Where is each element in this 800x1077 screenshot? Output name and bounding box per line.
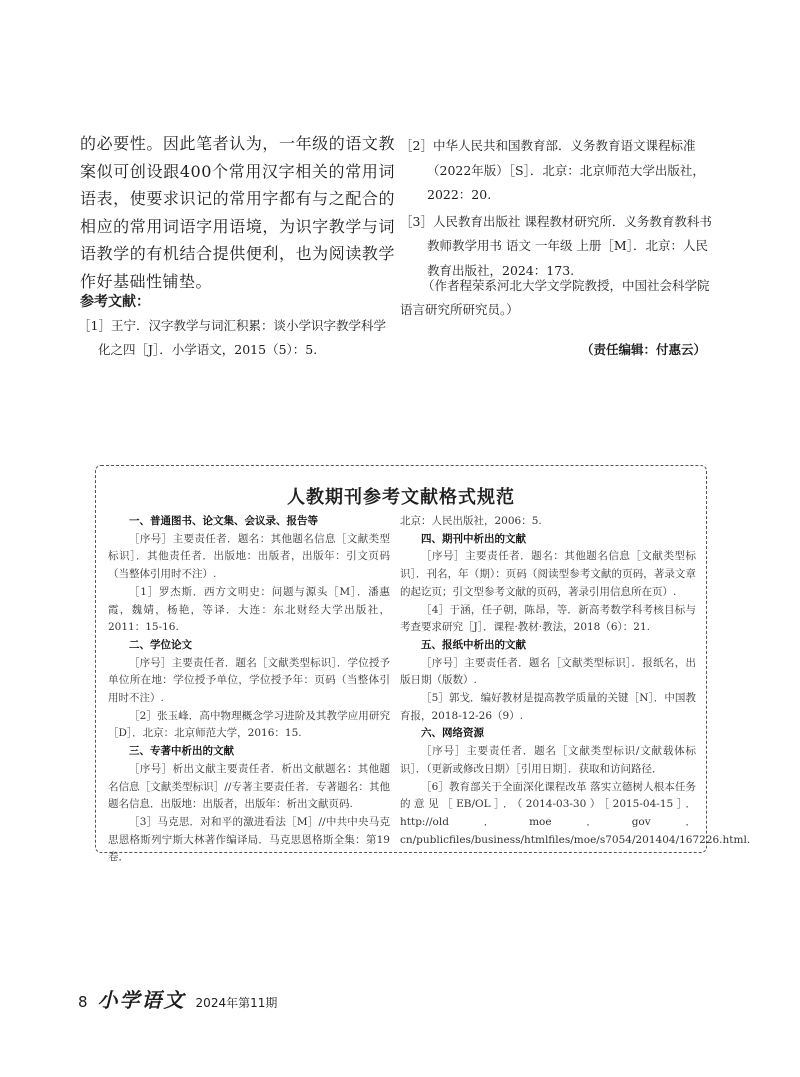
box-paragraph: ［5］郭戈．编好教材是提高教学质量的关键［N］．中国教育报，2018-12-26（9）. [400,692,696,722]
body-paragraph: 的必要性。因此笔者认为，一年级的语文教案似可创设跟400个常用汉字相关的常用词语表，使要求识记的常用字都有与之配合的相应的常用词语字用语境，为识字教学与词语教学的有机结合提供便利，也为阅读教学作好基础性铺垫。 [80,134,395,291]
author-note: （作者程荣系河北大学文学院教授，中国社会科学院语言研究所研究员。） [400,278,710,317]
box-section-heading: 二、学位论文 [129,638,192,651]
box-paragraph: ［4］于涵，任子朝，陈昂，等．新高考数学科考核目标与考查要求研究［J］．课程·教材·教法，2018（6）：21. [400,603,696,634]
editor-note: （责任编辑：付惠云） [580,342,706,357]
box-left-column [108,513,390,867]
box-section-heading: 一、普通图书、论文集、会议录、报告等 [129,515,318,527]
box-section-heading: 四、期刊中析出的文献 [421,532,526,545]
box-paragraph: ［6］教育部关于全面深化课程改革 落实立德树人根本任务的意见［EB/OL］．（2014-03-30）［2015-04-15］．http://old．moe．gov．cn/publicfiles/business/htmlfiles/moe/s7054/201404/167226.html. [400,780,751,846]
box-right-column [400,513,751,849]
magazine-logo: 小学语文 [97,988,186,1012]
box-section-heading: 三、专著中析出的文献 [129,745,234,758]
page-footer [78,984,277,1013]
box-paragraph: ［1］罗杰斯．西方文明史：问题与源头［M］．潘惠霞，魏婧，杨艳，等译．大连：东北财经大学出版社，2011：15-16. [108,585,390,634]
box-paragraph: ［序号］析出文献主要责任者．析出文献题名：其他题名信息［文献类型标识］//专著主要责任者．专著题名：其他题名信息．出版地：出版者，出版年：析出文献页码. [108,762,390,811]
box-section-heading: 六、网络资源 [421,727,484,740]
box-paragraph: ［3］马克思．对和平的激进看法［M］//中共中央马克思恩格斯列宁斯大林著作编译局．马克思恩格斯全集：第19卷． [108,815,390,864]
box-continued-text: 北京：人民出版社，2006：5. [400,515,542,527]
box-paragraph: ［序号］主要责任者．题名［文献类型标识］．学位授予单位所在地：学位授予单位，学位授予年：页码（当整体引用时不注）. [108,656,390,705]
box-paragraph: ［序号］主要责任者．题名［文献类型标识/文献载体标识］．（更新或修改日期）［引用日期］．获取和访问路径． [400,745,696,775]
reference-item-1: ［1］王宁．汉字教学与词汇积累：谈小学识字教学科学化之四［J］．小学语文，2015（5）：5. [78,318,386,357]
reference-list-left [78,314,396,362]
box-title: 人教期刊参考文献格式规范 [287,487,515,508]
box-paragraph: ［序号］主要责任者．题名：其他题名信息［文献类型标识］．刊名，年（期）：页码（阅读型参考文献的页码，著录文章的起讫页；引文型参考文献的页码，著录引用信息所在页）. [400,550,696,598]
box-section-heading: 五、报纸中析出的文献 [421,638,526,651]
box-paragraph: ［序号］主要责任者．题名［文献类型标识］．报纸名，出版日期（版数）. [400,656,696,687]
reference-list-right [400,134,712,285]
box-paragraph: ［2］张玉峰．高中物理概念学习进阶及其教学应用研究［D］．北京：北京师范大学，2016：15. [108,709,390,740]
references-title: 参考文献： [80,294,150,310]
issue-label: 2024年第11期 [195,996,278,1010]
box-paragraph: ［序号］主要责任者．题名：其他题名信息［文献类型标识］．其他责任者．出版地：出版者，出版年：引文页码（当整体引用时不注）. [108,532,390,581]
reference-item-3: ［3］人民教育出版社 课程教材研究所．义务教育教科书 教师教学用书 语文 一年级 上册［M］．北京：人民教育出版社，2024：173. [400,213,712,278]
reference-item-2: ［2］中华人民共和国教育部．义务教育语文课程标准（2022年版）［S］．北京：北京师范大学出版社，2022：20. [400,138,705,202]
page-number: 8 [78,993,88,1011]
